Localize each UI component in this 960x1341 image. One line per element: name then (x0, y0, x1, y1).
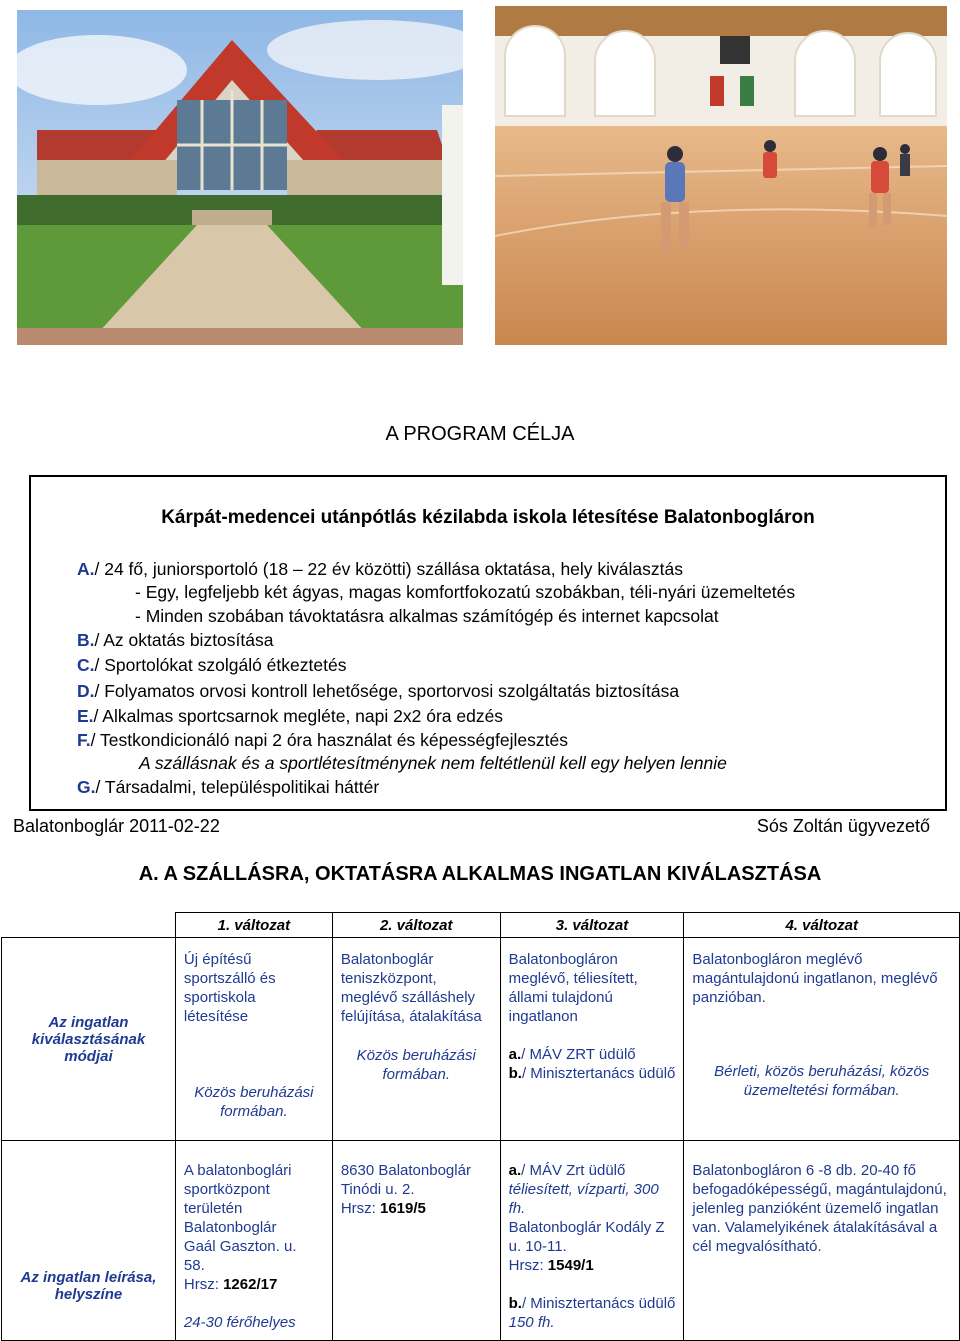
table-row (2, 1141, 960, 1341)
goals-box (29, 475, 947, 811)
header-variant-1: 1. változat (175, 913, 332, 938)
cell-selection-variant-3: Balatonbogláron meglévő, téliesített, állami tulajdonú ingatlanon a./ MÁV ZRT üdülő b./ Minisztertanács üdülő (500, 938, 684, 1141)
cell-description-variant-1: A balatonboglári sportközpont területén Balatonboglár Gaál Gaszton. u. 58. Hrsz: 1262/17 24-30 férőhelyes (175, 1141, 332, 1341)
goals-heading: Kárpát-medencei utánpótlás kézilabda iskola létesítése Balatonbogláron (161, 507, 815, 528)
cell-selection-variant-1: Új építésű sportszálló és sportiskola létesítése Közös beruházási formában. (175, 938, 332, 1141)
property-options-table (1, 912, 960, 1341)
goal-item-g: G./ Társadalmi, településpolitikai háttér (77, 777, 380, 797)
row-label-selection: Az ingatlan kiválasztásának módjai (2, 938, 176, 1141)
goal-item-a-sub2: - Minden szobában távoktatásra alkalmas számítógép és internet kapcsolat (135, 606, 719, 626)
section-a-title: A. A SZÁLLÁSRA, OKTATÁSRA ALKALMAS INGATLAN KIVÁLASZTÁSA (138, 863, 822, 885)
goal-item-a: A./ 24 fő, juniorsportoló (18 – 22 év közötti) szállása oktatása, hely kiválasztás (77, 559, 683, 579)
signature: Sós Zoltán ügyvezető (756, 816, 930, 836)
goal-item-d: D./ Folyamatos orvosi kontroll lehetősége, sportorvosi szolgáltatás biztosítása (77, 681, 680, 701)
cell-description-variant-4: Balatonbogláron 6 -8 db. 20-40 fő befogadóképességű, magántulajdonú, jelenleg panzióként üzemelő ingatlan van. Valamelyikének átalakításával a cél megvalósítható. (684, 1141, 960, 1341)
goal-item-e: E./ Alkalmas sportcsarnok megléte, napi 2x2 óra edzés (77, 706, 504, 726)
goal-item-f: F./ Testkondicionáló napi 2 óra használat és képességfejlesztés (77, 730, 568, 750)
cell-description-variant-3: a./ MÁV Zrt üdülő téliesített, vízparti, 300 fh. Balatonboglár Kodály Z u. 10-11. Hrsz: 1549/1 b./ Minisztertanács üdülő 150 fh. (500, 1141, 684, 1341)
cell-description-variant-2: 8630 Balatonboglár Tinódi u. 2. Hrsz: 1619/5 (332, 1141, 500, 1341)
place-date: Balatonboglár 2011-02-22 (13, 816, 220, 836)
building-exterior-photo (17, 10, 463, 345)
table-row (2, 938, 960, 1141)
cell-selection-variant-2: Balatonboglár teniszközpont, meglévő szálláshely felújítása, átalakítása Közös beruházási formában. (332, 938, 500, 1141)
header-variant-2: 2. változat (332, 913, 500, 938)
goal-item-a-sub1: - Egy, legfeljebb két ágyas, magas komfortfokozatú szobákban, téli-nyári üzemeltetés (135, 582, 796, 602)
table-corner-cell (2, 913, 176, 938)
cell-selection-variant-4: Balatonbogláron meglévő magántulajdonú ingatlanon, meglévő panzióban. Bérleti, közös beruházási, közös üzemeltetési formában. (684, 938, 960, 1141)
table-header-row (2, 913, 960, 938)
header-variant-3: 3. változat (500, 913, 684, 938)
goal-item-b: B./ Az oktatás biztosítása (77, 630, 274, 650)
goal-item-c: C./ Sportolókat szolgáló étkeztetés (77, 655, 347, 675)
sports-hall-photo (495, 6, 947, 345)
program-title: A PROGRAM CÉLJA (385, 423, 575, 445)
header-variant-4: 4. változat (684, 913, 960, 938)
row-label-description: Az ingatlan leírása, helyszíne (2, 1141, 176, 1341)
goal-note: A szállásnak és a sportlétesítménynek nem feltétlenül kell egy helyen lennie (139, 753, 727, 773)
